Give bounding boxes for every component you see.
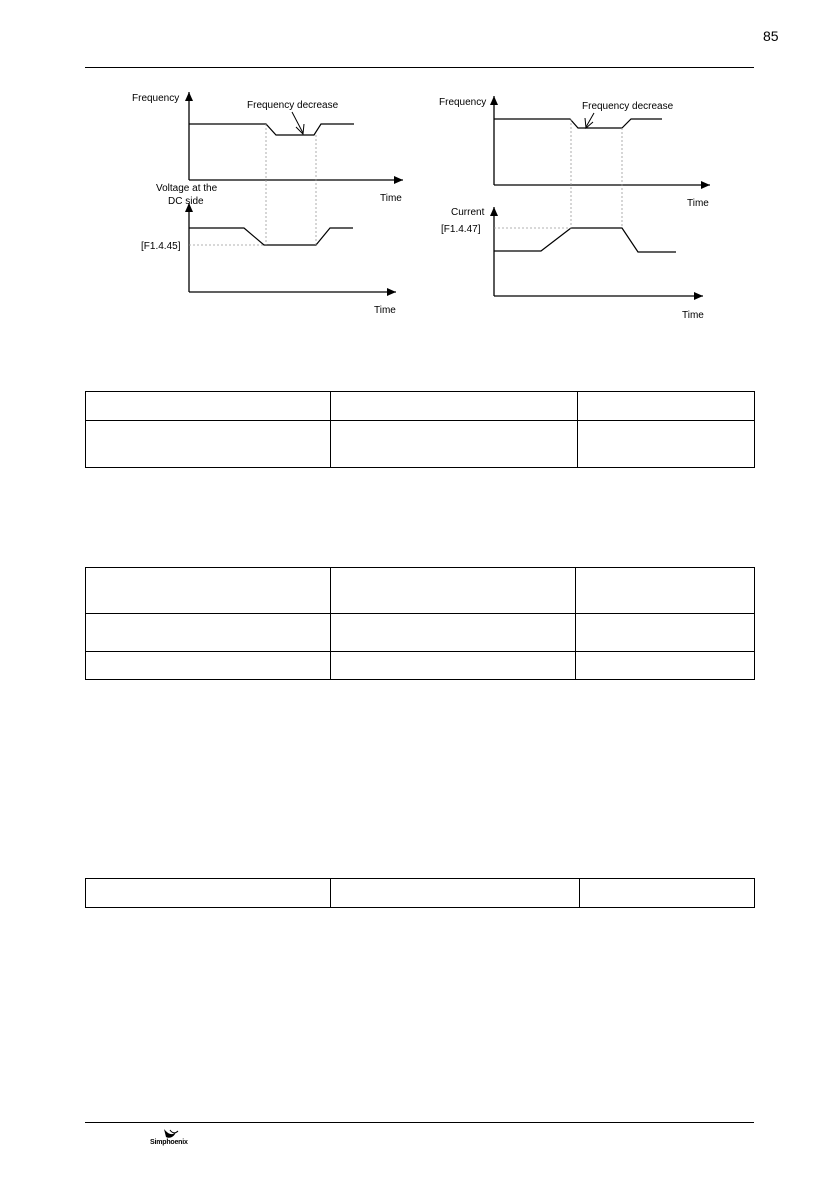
table-row (86, 614, 755, 652)
right-annotation-arrowhead (585, 118, 593, 128)
parameter-table-3 (85, 878, 755, 908)
right-annotation: Frequency decrease (582, 101, 674, 112)
left-annotation-arrowhead (296, 124, 304, 134)
left-bottom-y-label-line1: Voltage at the (156, 183, 218, 194)
table-cell (86, 421, 331, 468)
table-row (86, 879, 755, 908)
left-frequency-curve (189, 124, 354, 135)
right-current-curve (494, 228, 676, 252)
table-row (86, 652, 755, 680)
left-threshold-label: [F1.4.45] (141, 241, 181, 252)
left-annotation-pointer (292, 112, 303, 133)
left-top-x-label: Time (380, 193, 402, 204)
table-cell (331, 614, 576, 652)
left-voltage-curve (189, 228, 353, 245)
left-bottom-x-label: Time (374, 305, 396, 316)
table-cell (331, 421, 578, 468)
right-bottom-x-label: Time (682, 310, 704, 321)
table-cell (578, 421, 755, 468)
table-cell (86, 879, 331, 908)
table-cell (331, 879, 580, 908)
table-cell (576, 652, 755, 680)
table-cell (331, 392, 578, 421)
page-number: 85 (763, 28, 779, 44)
table-cell (86, 652, 331, 680)
left-annotation: Frequency decrease (247, 100, 339, 111)
table-cell (331, 652, 576, 680)
table-cell (86, 568, 331, 614)
left-bottom-y-label-line2: DC side (168, 196, 204, 207)
right-top-x-label: Time (687, 198, 709, 209)
table-cell (578, 392, 755, 421)
footer-logo-text: Simphoenix (150, 1139, 188, 1146)
parameter-table-2 (85, 567, 755, 680)
right-top-y-label: Frequency (439, 97, 487, 108)
right-bottom-y-label: Current (451, 207, 485, 218)
left-top-y-label: Frequency (132, 93, 180, 104)
footer-rule (85, 1122, 754, 1123)
table-cell (86, 392, 331, 421)
right-threshold-label: [F1.4.47] (441, 224, 481, 235)
parameter-table-1 (85, 391, 755, 468)
table-row (86, 568, 755, 614)
table-cell (331, 568, 576, 614)
table-cell (576, 568, 755, 614)
table-row (86, 421, 755, 468)
table-cell (580, 879, 755, 908)
waveform-diagrams (0, 0, 839, 340)
table-cell (576, 614, 755, 652)
right-frequency-curve (494, 119, 662, 128)
table-cell (86, 614, 331, 652)
table-row (86, 392, 755, 421)
